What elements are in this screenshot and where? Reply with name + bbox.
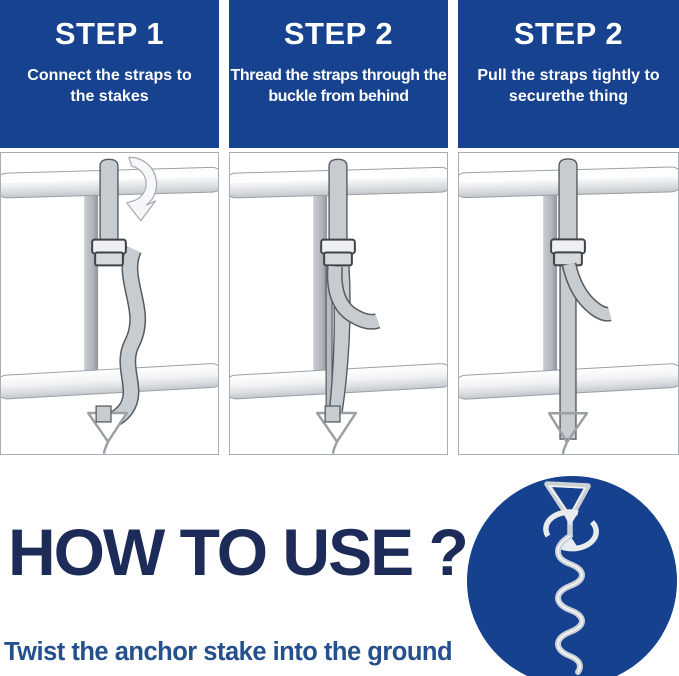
page-title: HOW TO USE ?: [8, 515, 467, 589]
step-panel-1: [0, 0, 219, 455]
step-panel-3: [458, 0, 679, 455]
step1-label: STEP 1: [54, 16, 165, 51]
step3-label: STEP 2: [513, 16, 624, 51]
footer-instruction: Twist the anchor stake into the ground: [4, 638, 453, 666]
step2-illustration strap-through-buckle-icon: [230, 153, 447, 454]
step2-header: [229, 0, 448, 148]
step1-header: [0, 0, 219, 148]
step2-label: STEP 2: [283, 16, 394, 51]
step-panel-2: [229, 0, 448, 455]
spiral-anchor-stake-badge-icon: [466, 474, 678, 676]
step3-illustration-box: [458, 152, 679, 455]
step3-description: Pull the straps tightly to securethe thing: [477, 67, 660, 105]
step1-illustration-box: [0, 152, 219, 455]
step3-header: [458, 0, 679, 148]
step2-description: Thread the straps through the buckle from behind: [230, 67, 447, 105]
step1-illustration strap-over-rail-icon: [1, 153, 218, 454]
step2-illustration-box: [229, 152, 448, 455]
step3-illustration strap-pulled-tight-icon: [459, 153, 678, 454]
step1-description: Connect the straps to the stakes: [27, 67, 192, 105]
